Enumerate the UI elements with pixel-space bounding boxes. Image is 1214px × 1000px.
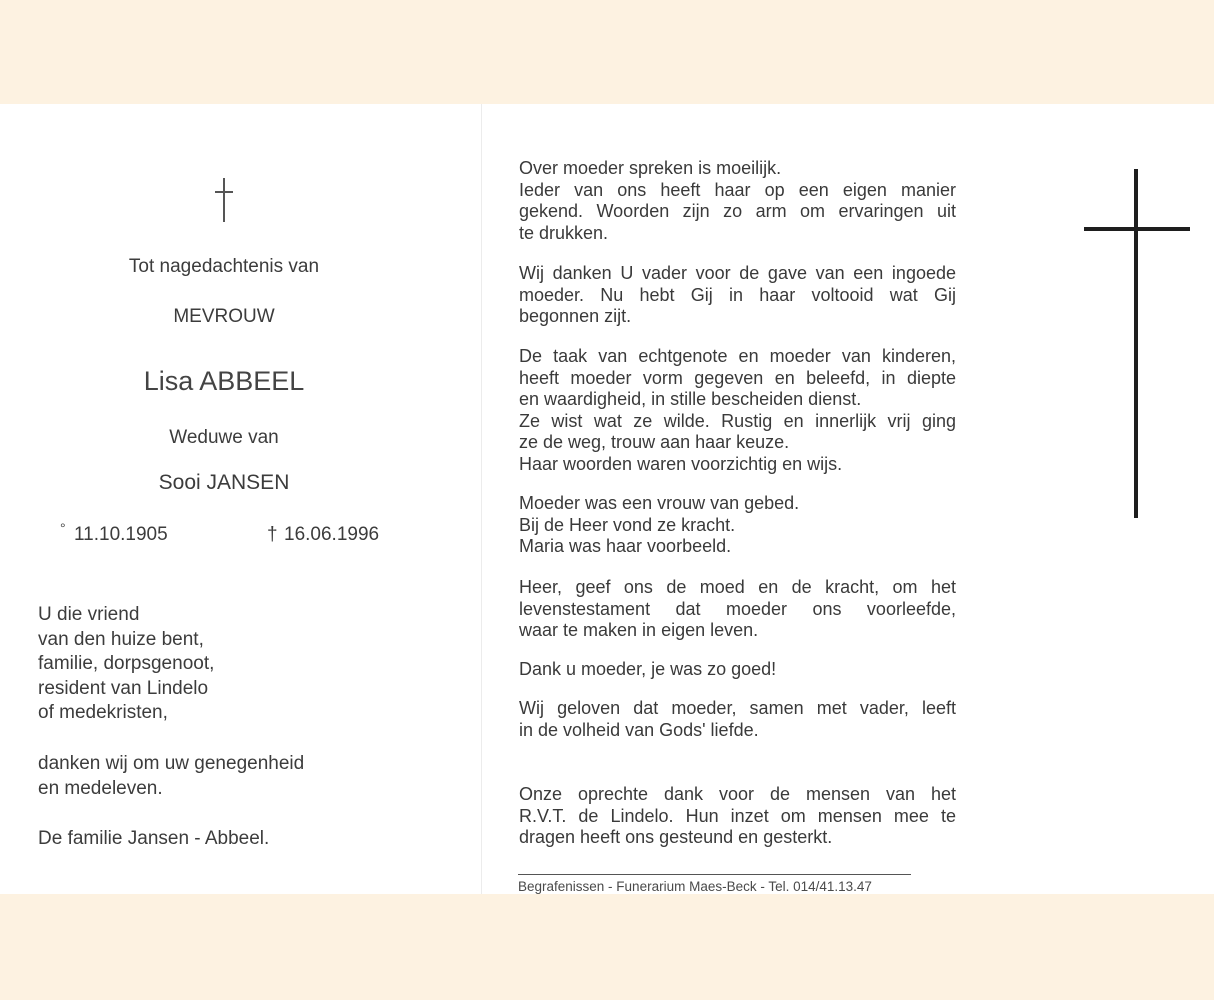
spouse-name: Sooi JANSEN	[158, 471, 290, 494]
birth-symbol: °	[60, 520, 66, 536]
paragraph-5	[519, 577, 956, 642]
text-line: Heer, geef ons de moed en de kracht, om het	[519, 577, 956, 597]
text-line: Onze oprechte dank voor de mensen van het	[519, 784, 956, 804]
text-line: Maria was haar voorbeeld.	[519, 536, 732, 556]
text-line: te drukken.	[519, 222, 609, 243]
family-signature: De familie Jansen - Abbeel.	[38, 828, 270, 849]
text-line: heeft moeder vorm gegeven en beleefd, in diepte	[519, 367, 956, 388]
paragraph-2	[519, 263, 956, 328]
death-symbol: †	[267, 524, 278, 545]
paragraph-6	[519, 659, 956, 681]
thanks-block	[38, 603, 214, 726]
paragraph-1	[519, 158, 956, 244]
text-line: Dank u moeder, je was zo goed!	[519, 659, 777, 679]
text-line: Haar woorden waren voorzichtig en wijs.	[519, 453, 843, 474]
text-line: Wij geloven dat moeder, samen met vader, leeft	[519, 698, 956, 718]
text-line: gekend. Woorden zijn zo arm om ervaringen uit	[519, 201, 956, 221]
funeral-home-footer: Begrafenissen - Funerarium Maes-Beck - Tel. 014/41.13.47	[518, 879, 872, 894]
thanks-line: resident van Lindelo	[38, 677, 209, 699]
paragraph-3	[519, 346, 956, 475]
deceased-name: Lisa ABBEEL	[143, 366, 305, 396]
text-line: dragen heeft ons gesteund en gesterkt.	[519, 827, 833, 847]
thanks-line: danken wij om uw genegenheid	[38, 753, 305, 774]
thanks-line: of medekristen,	[38, 702, 168, 723]
text-line: Bij de Heer vond ze kracht.	[519, 514, 736, 535]
text-line: levenstestament dat moeder ons voorleefde,	[519, 598, 956, 619]
text-line: Over moeder spreken is moeilijk.	[519, 158, 782, 178]
text-line: Ze wist wat ze wilde. Rustig en innerlijk vrij ging	[519, 410, 956, 431]
text-line: waar te maken in eigen leven.	[519, 620, 759, 640]
text-line: Wij danken U vader voor de gave van een ingoede	[519, 263, 956, 283]
text-line: De taak van echtgenote en moeder van kinderen,	[519, 346, 956, 366]
paragraph-8	[519, 784, 956, 849]
thanks-block-2	[38, 752, 304, 801]
thanks-line: en medeleven.	[38, 777, 163, 799]
text-line: moeder. Nu hebt Gij in haar voltooid wat Gij	[519, 284, 956, 305]
birth-date: 11.10.1905	[74, 524, 168, 545]
text-line: en waardigheid, in stille bescheiden dienst.	[519, 389, 862, 409]
text-line: ze de weg, trouw aan haar keuze.	[519, 432, 790, 452]
widow-of-label: Weduwe van	[169, 427, 279, 448]
thanks-line: van den huize bent,	[38, 628, 204, 650]
honorific: MEVROUW	[173, 306, 275, 327]
large-cross-icon	[1084, 169, 1190, 519]
text-line: Ieder van ons heeft haar op een eigen manier	[519, 179, 956, 200]
small-cross-icon	[213, 178, 235, 224]
memorial-heading: Tot nagedachtenis van	[128, 256, 320, 277]
text-line: in de volheid van Gods' liefde.	[519, 719, 759, 740]
text-line: R.V.T. de Lindelo. Hun inzet om mensen mee te	[519, 805, 956, 826]
paragraph-4	[519, 493, 956, 558]
text-line: Moeder was een vrouw van gebed.	[519, 493, 800, 513]
thanks-line: familie, dorpsgenoot,	[38, 653, 215, 674]
footer-divider	[518, 874, 911, 875]
card-fold-line	[481, 104, 482, 894]
thanks-line: U die vriend	[38, 604, 140, 625]
text-line: begonnen zijt.	[519, 306, 632, 326]
death-date: 16.06.1996	[284, 524, 380, 545]
paragraph-7	[519, 698, 956, 741]
